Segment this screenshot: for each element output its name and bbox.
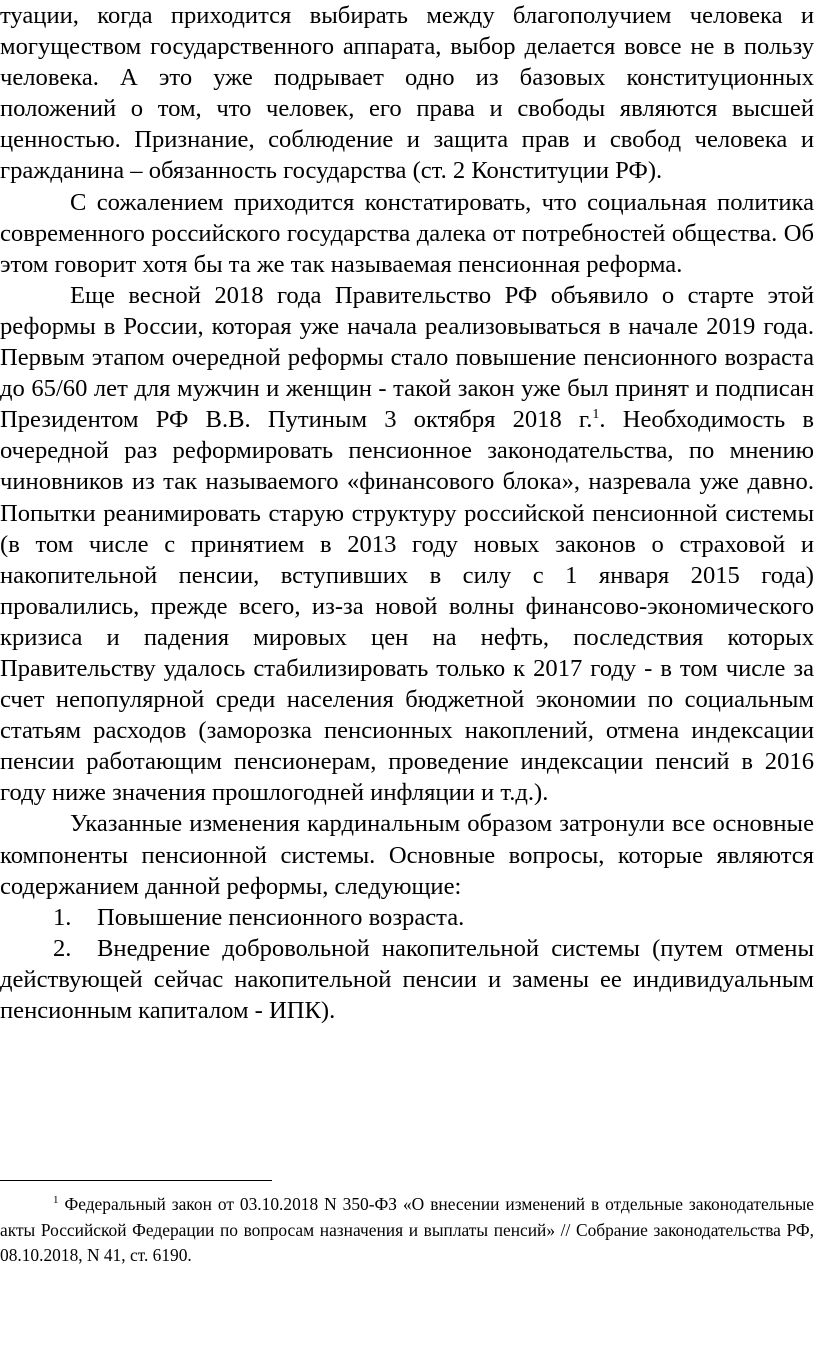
list-text: Повышение пенсионного возраста. <box>97 903 465 931</box>
footnote-separator <box>0 1180 272 1181</box>
footnote <box>0 1192 814 1269</box>
list-text: Внедрение добровольной накопительной системы (путем отмены действующей сейчас накопительной пенсии и замены ее индивидуальным пенсионным капиталом - ИПК). <box>0 934 814 1024</box>
list-number: 1. <box>53 903 72 931</box>
paragraph-3-part-1: Еще весной 2018 года Правительство РФ объявило о старте этой реформы в России, которая уже начала реализовываться в начале 2019 года. Первым этапом очередной реформы стало повышение пенсионного возраста до 65/60 лет для мужчин и женщин - такой закон уже был принят и подписан Президентом РФ В.В. Путиным 3 октября 2018 г. <box>0 281 814 434</box>
footnote-text: Федеральный закон от 03.10.2018 N 350-ФЗ «О внесении изменений в отдельные законодательные акты Российской Федерации по вопросам назначения и выплаты пенсий» // Собрание законодательства РФ, 08.10.2018, N 41, ст. 6190. <box>0 1194 814 1265</box>
footnote-reference[interactable]: 1 <box>592 407 600 423</box>
paragraph-3-part-2: . Необходимость в очередной раз реформировать пенсионное законодательства, по мнению чиновников из так называемого «финансового блока», назревала уже давно. Попытки реанимировать старую структуру российской пенсионной системы (в том числе с принятием в 2013 году новых законов о страховой и накопительной пенсии, вступивших в силу с 1 января 2015 года) провалились, прежде всего, из-за новой волны финансово-экономического кризиса и падения мировых цен на нефть, последствия которых Правительству удалось стабилизировать только к 2017 году - в том числе за счет непопулярной среди населения бюджетной экономии по социальным статьям расходов (заморозка пенсионных накоплений, отмена индексации пенсии работающим пенсионерам, проведение индексации пенсий в 2016 году ниже значения прошлогодней инфляции и т.д.). <box>0 406 814 807</box>
paragraph-2: С сожалением приходится констатировать, что социальная политика современного российского государства далека от потребностей общества. Об этом говорит хотя бы та же так называемая пенсионная реформа. <box>0 188 814 278</box>
paragraph-1: туации, когда приходится выбирать между благополучием человека и могуществом государственного аппарата, выбор делается вовсе не в пользу человека. А это уже подрывает одно из базовых конституционных положений о том, что человек, его права и свободы являются высшей ценностью. Признание, соблюдение и защита прав и свобод человека и гражданина – обязанность государства (ст. 2 Конституции РФ). <box>0 2 814 185</box>
list-number: 2. <box>53 934 72 962</box>
paragraph-3 <box>0 280 814 809</box>
paragraph-4: Указанные изменения кардинальным образом затронули все основные компоненты пенсионной системы. Основные вопросы, которые являются содержанием данной реформы, следующие: <box>0 810 814 900</box>
footnote-mark: 1 <box>53 1194 59 1207</box>
list-item <box>0 902 814 933</box>
list-item <box>0 933 814 1026</box>
